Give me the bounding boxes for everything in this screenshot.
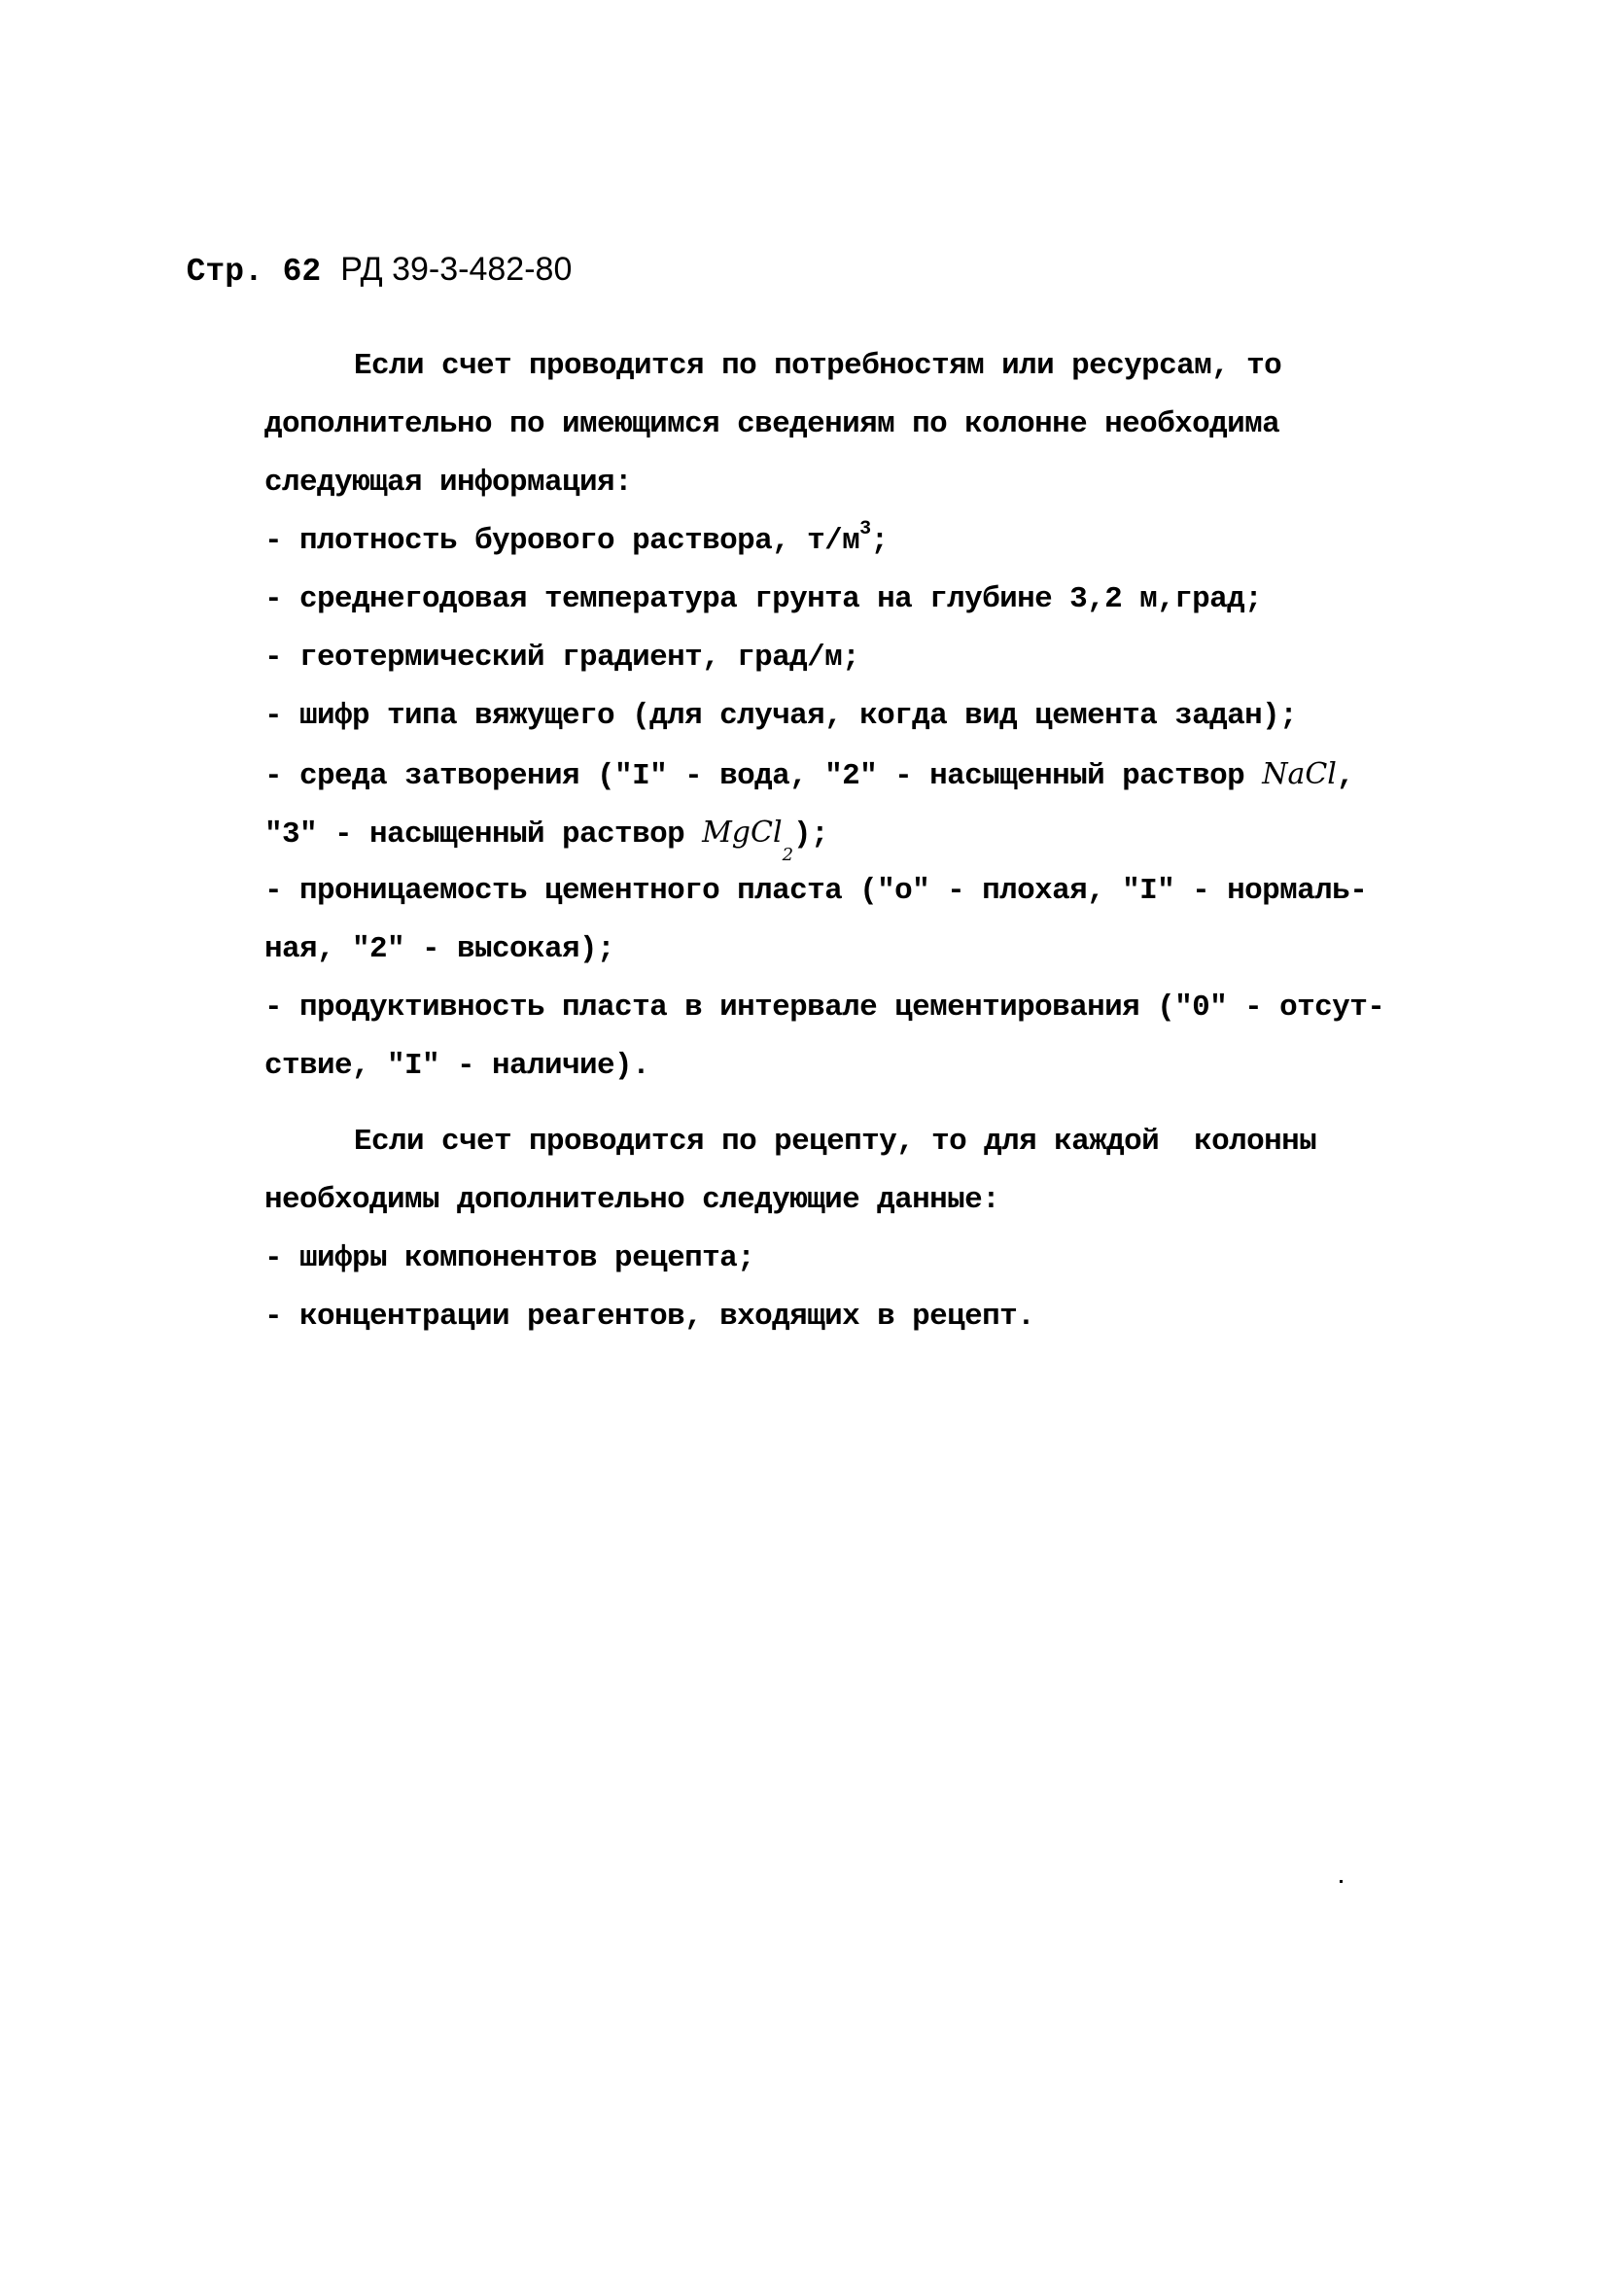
list-item-reagent-concentrations: - концентрации реагентов, входящих в рецепт. — [264, 1300, 1035, 1334]
paragraph-line: Если счет проводится по рецепту, то для каждой колонны — [354, 1125, 1317, 1159]
list-item-permeability-cont: ная, "2" - высокая); — [264, 932, 615, 966]
list-item-temperature: - среднегодовая температура грунта на глубине 3,2 м,град; — [264, 582, 1263, 616]
list-item-gradient: - геотермический градиент, град/м; — [264, 641, 860, 675]
document-body — [264, 337, 1385, 1346]
superscript: 3 — [859, 518, 871, 540]
list-item-binder-code: - шифр типа вяжущего (для случая, когда вид цемента задан); — [264, 699, 1298, 733]
document-code: РД 39-3-482-80 — [340, 251, 573, 288]
list-item-mixing-medium-cont: "3" - насыщенный раствор MgCl2); — [264, 816, 829, 865]
list-item-density: - плотность бурового раствора, $т/м^3$; — [264, 518, 889, 558]
scan-speck — [1340, 1880, 1343, 1883]
list-item-mixing-medium: - среда затворения ("I" - вода, "2" - насыщенный раствор NaCl, — [264, 757, 1354, 793]
list-item-productivity-cont: ствие, "I" - наличие). — [264, 1049, 650, 1083]
page-header — [148, 211, 572, 292]
paragraph-line: необходимы дополнительно следующие данные: — [264, 1183, 1000, 1217]
page-number: Стр. 62 — [186, 254, 322, 290]
list-item-recipe-codes: - шифры компонентов рецепта; — [264, 1241, 755, 1275]
handwritten-formula-mgcl2: MgCl2 — [702, 816, 794, 865]
paragraph-line: следующая информация: — [264, 466, 633, 500]
handwritten-formula-nacl: NaCl — [1262, 757, 1337, 791]
paragraph-gap — [264, 1096, 1314, 1113]
paragraph-line: дополнительно по имеющимся сведениям по колонне необходима — [264, 407, 1280, 441]
list-item-permeability: - проницаемость цементного пласта ("о" - плохая, "I" - нормаль- — [264, 874, 1368, 908]
list-item-productivity: - продуктивность пласта в интервале цементирования ("0" - отсут- — [264, 991, 1385, 1025]
paragraph-line: Если счет проводится по потребностям или ресурсам, то — [354, 349, 1282, 383]
